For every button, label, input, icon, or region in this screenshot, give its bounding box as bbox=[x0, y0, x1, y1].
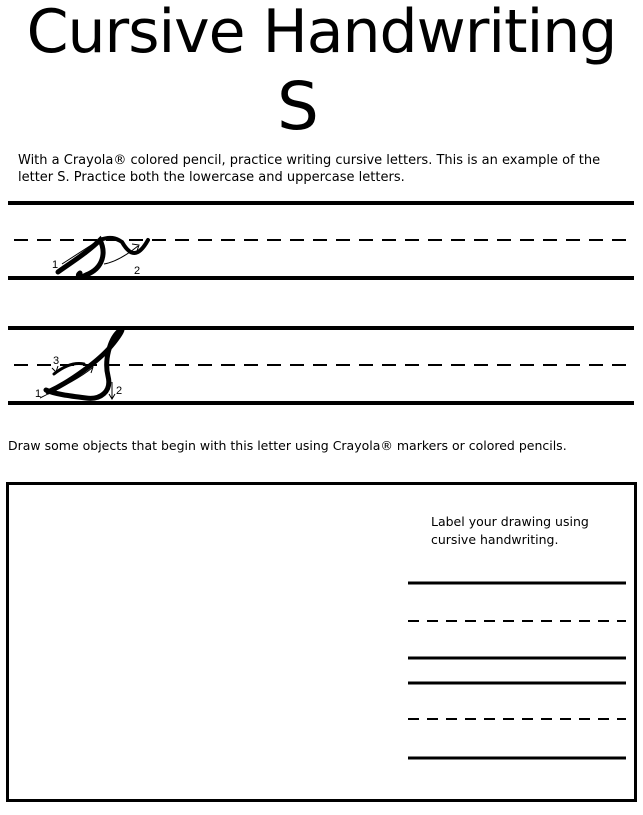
lowercase-stroke-number-2: 2 bbox=[134, 265, 141, 277]
featured-letter: S bbox=[277, 68, 318, 145]
drawing-instructions: Draw some objects that begin with this letter using Crayola® markers or colored pencils. bbox=[8, 438, 567, 453]
label-prompt: Label your drawing using cursive handwriting. bbox=[431, 514, 589, 547]
practice-instructions: With a Crayola® colored pencil, practice writing cursive letters. This is an example of the letter S. Practice both the lowercase and uppercase letters. bbox=[18, 153, 601, 185]
lowercase-stroke-number-1: 1 bbox=[52, 259, 59, 271]
page-title: Cursive Handwriting bbox=[26, 0, 617, 67]
uppercase-stroke-number-2: 2 bbox=[116, 385, 123, 397]
uppercase-stroke-number-3: 3 bbox=[53, 355, 60, 367]
uppercase-stroke-number-1: 1 bbox=[35, 388, 42, 400]
